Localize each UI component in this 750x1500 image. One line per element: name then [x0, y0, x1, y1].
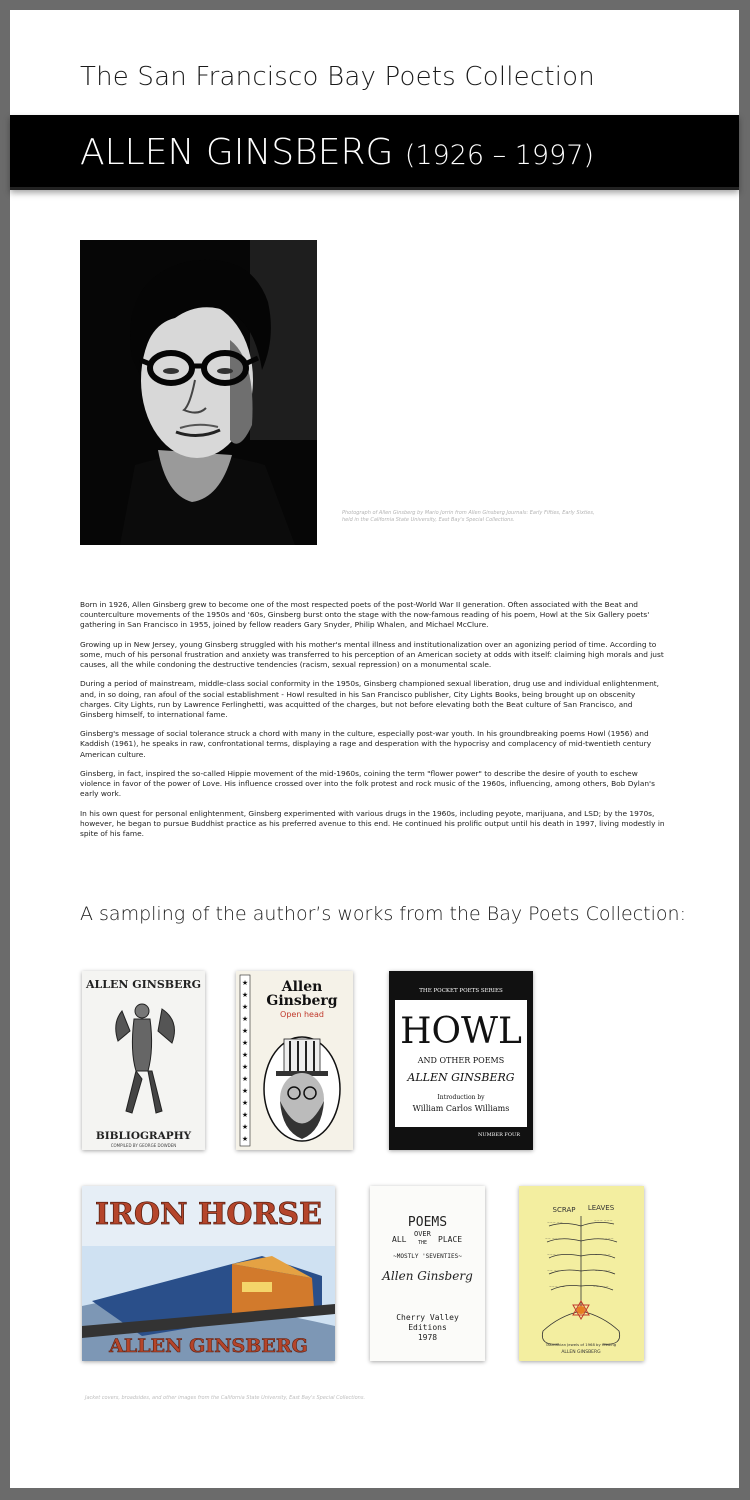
howl-number: NUMBER FOUR	[478, 1132, 520, 1138]
bibliography-author: ALLEN GINSBERG	[85, 978, 202, 991]
poet-dates: (1926 – 1997)	[404, 140, 595, 171]
scrap-leaves-cover-art	[519, 1186, 644, 1361]
svg-text:~~~ ~~: ~~~ ~~	[547, 1253, 563, 1257]
biography	[80, 600, 666, 848]
poems-over: OVER	[414, 1230, 431, 1238]
scrap-author: ALLEN GINSBERG	[561, 1350, 601, 1355]
svg-text:~~ ~~~~: ~~ ~~~~	[545, 1237, 564, 1241]
iron-horse-title: IRON HORSE	[95, 1197, 322, 1232]
svg-text:★: ★	[241, 1111, 249, 1119]
poems-author: Allen Ginsberg	[382, 1269, 473, 1283]
cover-iron-horse	[82, 1186, 335, 1361]
svg-text:~~ ~~~: ~~ ~~~	[593, 1285, 609, 1289]
howl-subtitle: AND OTHER POEMS	[417, 1056, 505, 1065]
svg-text:★: ★	[241, 1087, 249, 1095]
bibliography-title: BIBLIOGRAPHY	[95, 1130, 192, 1142]
image-credit: Jacket covers, broadsides, and other images from the California State University, East Bay's Special Collections.	[85, 1395, 366, 1401]
cover-scrap-leaves	[519, 1186, 644, 1361]
scrap-title-2: LEAVES	[587, 1204, 615, 1212]
svg-text:★: ★	[241, 1075, 249, 1083]
photo-caption: Photograph of Allen Ginsberg by Mario Jorrin from Allen Ginsberg Journals: Early Fifties, Early Sixties, held in the California State University, East Bay's Special Collections.	[342, 510, 595, 523]
works-heading: A sampling of the author’s works from the Bay Poets Collection:	[80, 903, 686, 925]
open-head-author-first: Allen	[281, 979, 323, 995]
poet-heading	[80, 132, 594, 173]
howl-author: ALLEN GINSBERG	[407, 1071, 515, 1084]
bio-paragraph: Growing up in New Jersey, young Ginsberg struggled with his mother's mental illness and institutionalization over an agonizing period of time. According to some, much of his personal frustration and anxiety was transferred to his perception of an American society at odds with itself: claiming high morals and just causes, all the while condoning the destructive tendencies (racism, sexual repression) on a monumental scale.	[80, 639, 664, 670]
poems-all: ALL	[392, 1235, 407, 1244]
collection-title: The San Francisco Bay Poets Collection	[80, 62, 595, 92]
howl-cover-art	[389, 971, 533, 1150]
howl-intro: Introduction by	[437, 1094, 485, 1101]
bio-paragraph: During a period of mainstream, middle-class social conformity in the 1950s, Ginsberg championed sexual liberation, drug use and individual enlightenment, and, in so doing, ran afoul of the social establishment - Howl resulted in his San Francisco publisher, City Lights Books, being brought up on obscenity charges. City Lights, run by Lawrence Ferlinghetti, was acquitted of the charges, but not before elevating both the Beat culture of San Francisco, and Ginsberg himself, to international fame.	[80, 679, 660, 719]
iron-horse-cover-art	[82, 1186, 335, 1361]
svg-text:★: ★	[241, 991, 249, 999]
poet-name: ALLEN GINSBERG	[80, 132, 394, 173]
poems-title: POEMS	[407, 1215, 448, 1230]
svg-text:★: ★	[241, 1051, 249, 1059]
poster	[10, 10, 739, 1488]
poems-publisher-1: Cherry Valley	[396, 1313, 459, 1322]
svg-text:~~~ ~~~: ~~~ ~~~	[595, 1237, 614, 1241]
poems-all-over-cover-art	[370, 1186, 485, 1361]
scrap-title-1: SCRAP	[552, 1206, 576, 1214]
bio-paragraph: Ginsberg's message of social tolerance struck a chord with many in the culture, especially post-war youth. In his groundbreaking poems Howl (1956) and Kaddish (1961), he speaks in raw, confrontational terms, displaying a rage and desperation with the hypocrisy and complacency of mid-twentieth century American culture.	[80, 729, 652, 759]
portrait-illustration	[80, 240, 317, 545]
cover-open-head	[236, 971, 353, 1150]
poems-publisher-2: Editions	[408, 1323, 447, 1332]
scrap-subtitle: Tasmanian Jewels of 1968 by feeding	[545, 1342, 617, 1347]
svg-text:~~ ~~~: ~~ ~~~	[547, 1269, 563, 1273]
poet-name-band	[10, 115, 739, 190]
svg-text:★: ★	[241, 1015, 249, 1023]
bibliography-cover-art	[82, 971, 205, 1150]
open-head-author-last: Ginsberg	[266, 993, 338, 1009]
bio-paragraph: In his own quest for personal enlightenment, Ginsberg experimented with various drugs in the 1960s, including peyote, marijuana, and LSD; by the 1970s, however, he began to pursue Buddhist practice as his preferred avenue to this end. He continued his prolific output until his death in 1997, living modestly in spite of his fame.	[80, 808, 665, 838]
svg-text:★: ★	[241, 1039, 249, 1047]
svg-text:~~~ ~~: ~~~ ~~	[595, 1269, 611, 1273]
svg-text:~~~ ~~: ~~~ ~~	[547, 1221, 563, 1225]
svg-text:~~~ ~~: ~~~ ~~	[549, 1285, 565, 1289]
poet-portrait	[80, 240, 317, 545]
svg-text:~~~ ~~~: ~~~ ~~~	[594, 1219, 613, 1223]
poems-place: PLACE	[438, 1235, 463, 1244]
cover-poems-all-over	[370, 1186, 485, 1361]
iron-horse-author: ALLEN GINSBERG	[109, 1335, 308, 1357]
cover-howl	[389, 971, 533, 1150]
svg-text:★: ★	[241, 1027, 249, 1035]
open-head-cover-art	[236, 971, 353, 1150]
svg-text:★: ★	[241, 1123, 249, 1131]
poems-the: THE	[418, 1240, 428, 1246]
cover-bibliography	[82, 971, 205, 1150]
bio-paragraph: Born in 1926, Allen Ginsberg grew to become one of the most respected poets of the post-World War II generation. Often associated with the Beat and counterculture movements of the 1950s and '60s, Ginsberg burst onto the stage with the now-famous reading of his poem, Howl at the Six Gallery poets' gathering in San Francisco in 1955, joined by fellow readers Gary Snyder, Philip Whalen, and Michael McClure.	[80, 600, 650, 630]
svg-text:★: ★	[241, 1099, 249, 1107]
svg-text:★: ★	[241, 979, 249, 987]
howl-series: THE POCKET POETS SERIES	[419, 988, 503, 994]
poems-subtitle: ~MOSTLY 'SEVENTIES~	[393, 1253, 462, 1260]
svg-text:~~~~ ~: ~~~~ ~	[595, 1253, 611, 1257]
poems-year: 1978	[417, 1333, 438, 1342]
svg-text:★: ★	[241, 1003, 249, 1011]
svg-text:★: ★	[241, 1063, 249, 1071]
howl-intro-author: William Carlos Williams	[412, 1104, 510, 1113]
howl-title: HOWL	[400, 1011, 522, 1052]
bio-paragraph: Ginsberg, in fact, inspired the so-called Hippie movement of the mid-1960s, coining the term "flower power" to describe the desire of youth to eschew violence in favor of the power of Love. His influence crossed over into the folk protest and rock music of the 1960s, influencing, among others, Bob Dylan's early work.	[80, 768, 655, 799]
bibliography-compiler: COMPILED BY GEORGE DOWDEN	[110, 1143, 177, 1148]
svg-text:★: ★	[241, 1135, 249, 1143]
open-head-title: Open head	[280, 1010, 324, 1019]
